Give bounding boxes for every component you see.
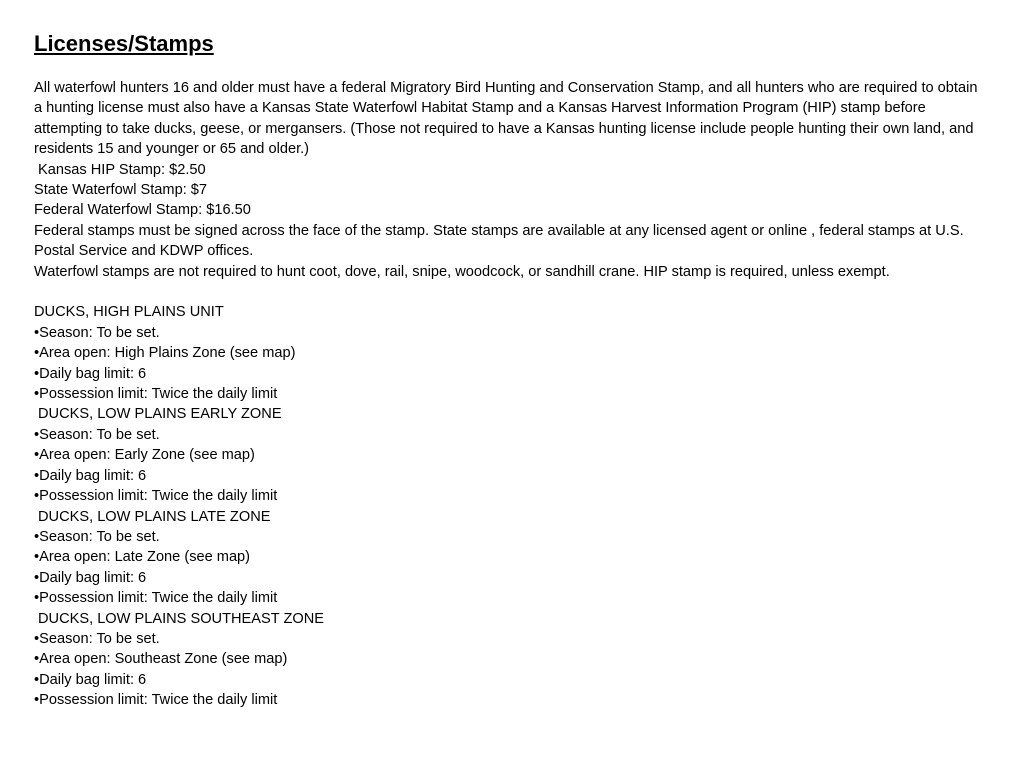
section-early-zone [34,404,984,506]
list-item: •Area open: Early Zone (see map) [34,447,255,464]
section-southeast-zone [34,609,984,711]
list-item: •Season: To be set. [34,324,160,341]
section-high-plains [34,302,984,404]
list-item: •Daily bag limit: 6 [34,467,147,484]
list-item: •Season: To be set. [34,426,160,443]
section-heading: DUCKS, LOW PLAINS SOUTHEAST ZONE [38,610,324,627]
intro-paragraph: All waterfowl hunters 16 and older must have a federal Migratory Bird Hunting and Conservation Stamp, and all hunters who are required to obtain a hunting license must also have a Kansas State Waterfowl Habitat Stamp and a Kansas Harvest Information Program (HIP) stamp before attempting to take ducks, geese, or mergansers. (Those not required to have a Kansas hunting license include people hunting their own land, and residents 15 and younger or 65 and older.) [34,80,978,158]
list-item: •Season: To be set. [34,630,160,647]
list-item: •Daily bag limit: 6 [34,569,147,586]
signing-note: Federal stamps must be signed across the face of the stamp. State stamps are available at any licensed agent or online , federal stamps at U.S. Postal Service and KDWP offices. [34,222,964,260]
list-item: •Possession limit: Twice the daily limit [34,692,278,709]
section-heading: DUCKS, LOW PLAINS EARLY ZONE [38,406,282,423]
list-item: •Possession limit: Twice the daily limit [34,386,278,403]
hip-price: Kansas HIP Stamp: $2.50 [38,161,206,178]
state-stamp-price: State Waterfowl Stamp: $7 [34,182,208,199]
federal-stamp-price: Federal Waterfowl Stamp: $16.50 [34,202,251,219]
list-item: •Season: To be set. [34,528,160,545]
list-item: •Area open: High Plains Zone (see map) [34,345,296,362]
list-item: •Possession limit: Twice the daily limit [34,590,278,607]
list-item: •Daily bag limit: 6 [34,671,147,688]
section-heading: DUCKS, HIGH PLAINS UNIT [34,304,224,321]
spacer [34,282,984,302]
exempt-note: Waterfowl stamps are not required to hunt coot, dove, rail, snipe, woodcock, or sandhill crane. HIP stamp is required, unless exempt. [34,263,890,280]
list-item: •Possession limit: Twice the daily limit [34,488,278,505]
section-late-zone [34,507,984,609]
slide-body [34,78,984,711]
list-item: •Area open: Southeast Zone (see map) [34,651,288,668]
list-item: •Area open: Late Zone (see map) [34,549,251,566]
page-title: Licenses/Stamps [34,31,214,56]
section-heading: DUCKS, LOW PLAINS LATE ZONE [38,508,271,525]
list-item: •Daily bag limit: 6 [34,365,147,382]
